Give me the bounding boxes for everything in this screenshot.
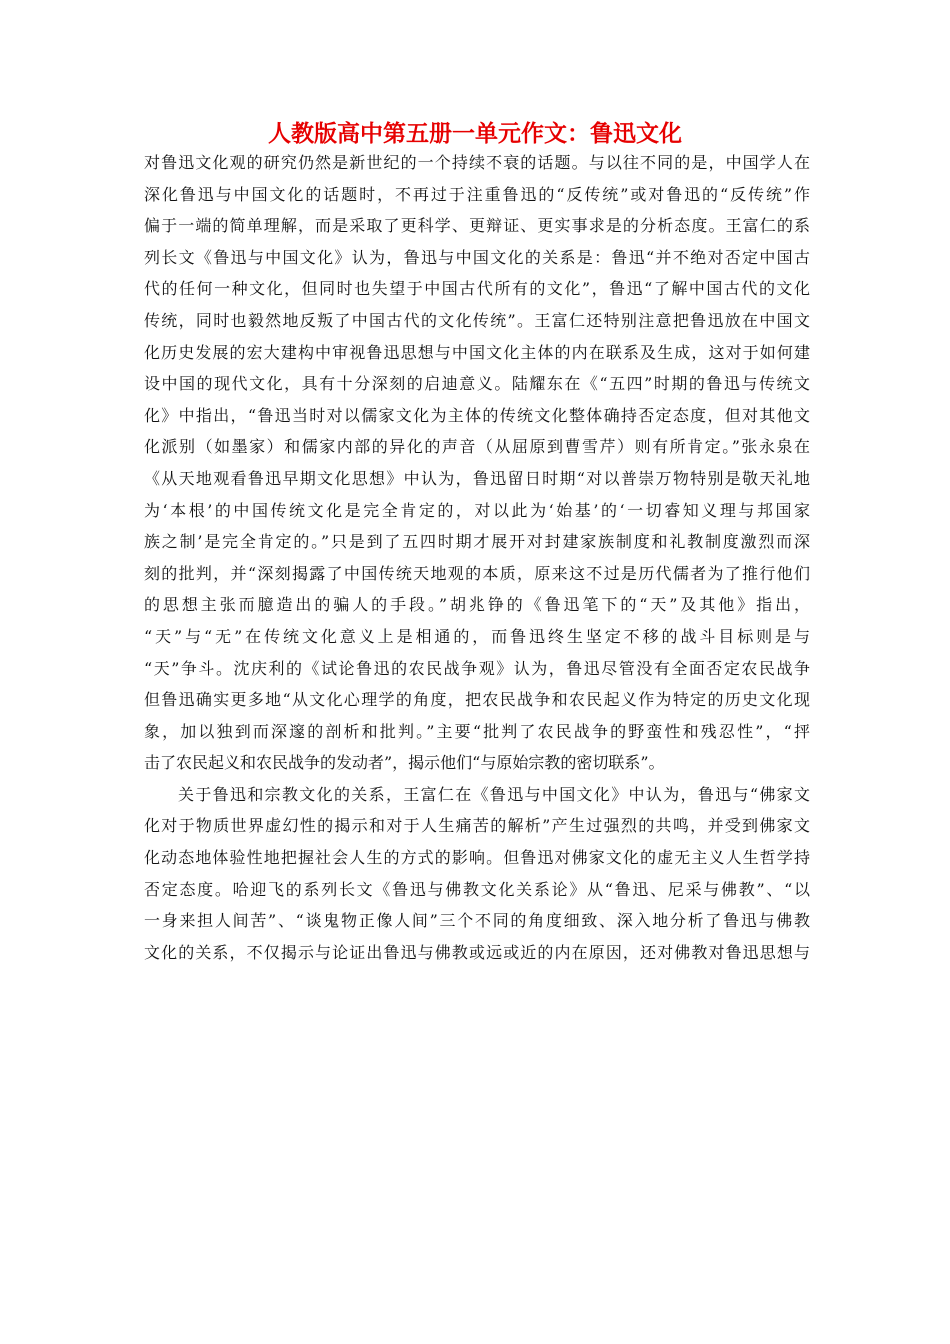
document-body [144, 147, 810, 968]
body-line: 传统，同时也毅然地反叛了中国古代的文化传统”。王富仁还特别注意把鲁迅放在中国文 [144, 310, 810, 330]
body-line: 但鲁迅确实更多地“从文化心理学的角度，把农民战争和农民起义作为特定的历史文化现 [144, 690, 810, 710]
body-line: 化历史发展的宏大建构中审视鲁迅思想与中国文化主体的内在联系及生成，这对于如何建 [144, 342, 810, 362]
body-line: 《从天地观看鲁迅早期文化思想》中认为，鲁迅留日时期“对以普崇万物特别是敬天礼地 [144, 468, 810, 488]
body-line: 文化的关系，不仅揭示与论证出鲁迅与佛教或远或近的内在原因，还对佛教对鲁迅思想与 [144, 942, 810, 962]
body-line: 化》中指出，“鲁迅当时对以儒家文化为主体的传统文化整体确持否定态度，但对其他文 [144, 405, 810, 425]
body-line: “天”争斗。沈庆利的《试论鲁迅的农民战争观》认为，鲁迅尽管没有全面否定农民战争 [144, 658, 810, 678]
body-line: 列长文《鲁迅与中国文化》认为，鲁迅与中国文化的关系是：鲁迅“并不绝对否定中国古 [144, 247, 810, 267]
document-title: 人教版高中第五册一单元作文：鲁迅文化 [268, 121, 682, 147]
body-line: 偏于一端的简单理解，而是采取了更科学、更辩证、更实事求是的分析态度。王富仁的系 [144, 216, 810, 236]
body-line: 化对于物质世界虚幻性的揭示和对于人生痛苦的解析”产生过强烈的共鸣，并受到佛家文 [144, 816, 810, 836]
body-line: 对鲁迅文化观的研究仍然是新世纪的一个持续不衰的话题。与以往不同的是，中国学人在 [144, 153, 810, 172]
body-line: 一身来担人间苦”、“谈鬼物正像人间”三个不同的角度细致、深入地分析了鲁迅与佛教 [144, 911, 810, 931]
body-line: 化派别（如墨家）和儒家内部的异化的声音（从屈原到曹雪芹）则有所肯定。”张永泉在 [144, 437, 810, 457]
body-line: 族之制’是完全肯定的。”只是到了五四时期才展开对封建家族制度和礼教制度激烈而深 [144, 532, 810, 552]
body-line: 代的任何一种文化，但同时也失望于中国古代所有的文化”，鲁迅“了解中国古代的文化 [144, 279, 810, 299]
body-line: 设中国的现代文化，具有十分深刻的启迪意义。陆耀东在《“五四”时期的鲁迅与传统文 [144, 374, 810, 394]
body-line: 化动态地体验性地把握社会人生的方式的影响。但鲁迅对佛家文化的虚无主义人生哲学持 [144, 848, 810, 868]
body-line: 否定态度。哈迎飞的系列长文《鲁迅与佛教文化关系论》从“鲁迅、尼采与佛教”、“以 [144, 879, 810, 899]
body-line: 深化鲁迅与中国文化的话题时，不再过于注重鲁迅的“反传统”或对鲁迅的“反传统”作 [144, 184, 810, 204]
body-line: 关于鲁迅和宗教文化的关系，王富仁在《鲁迅与中国文化》中认为，鲁迅与“佛家文 [178, 784, 810, 804]
body-line: 刻的批判，并“深刻揭露了中国传统天地观的本质，原来这不过是历代儒者为了推行他们 [144, 563, 810, 583]
body-line: 击了农民起义和农民战争的发动者”，揭示他们“与原始宗教的密切联系”。 [144, 753, 665, 773]
body-line: 象，加以独到而深邃的剖析和批判。”主要“批判了农民战争的野蛮性和残忍性”，“抨 [144, 721, 810, 741]
body-line: “天”与“无”在传统文化意义上是相通的，而鲁迅终生坚定不移的战斗目标则是与 [144, 626, 810, 646]
body-line: 的思想主张而臆造出的骗人的手段。”胡兆铮的《鲁迅笔下的“天”及其他》指出， [144, 595, 810, 615]
body-line: 为‘本根’的中国传统文化是完全肯定的，对以此为‘始基’的‘一切睿知义理与邦国家 [144, 500, 810, 520]
